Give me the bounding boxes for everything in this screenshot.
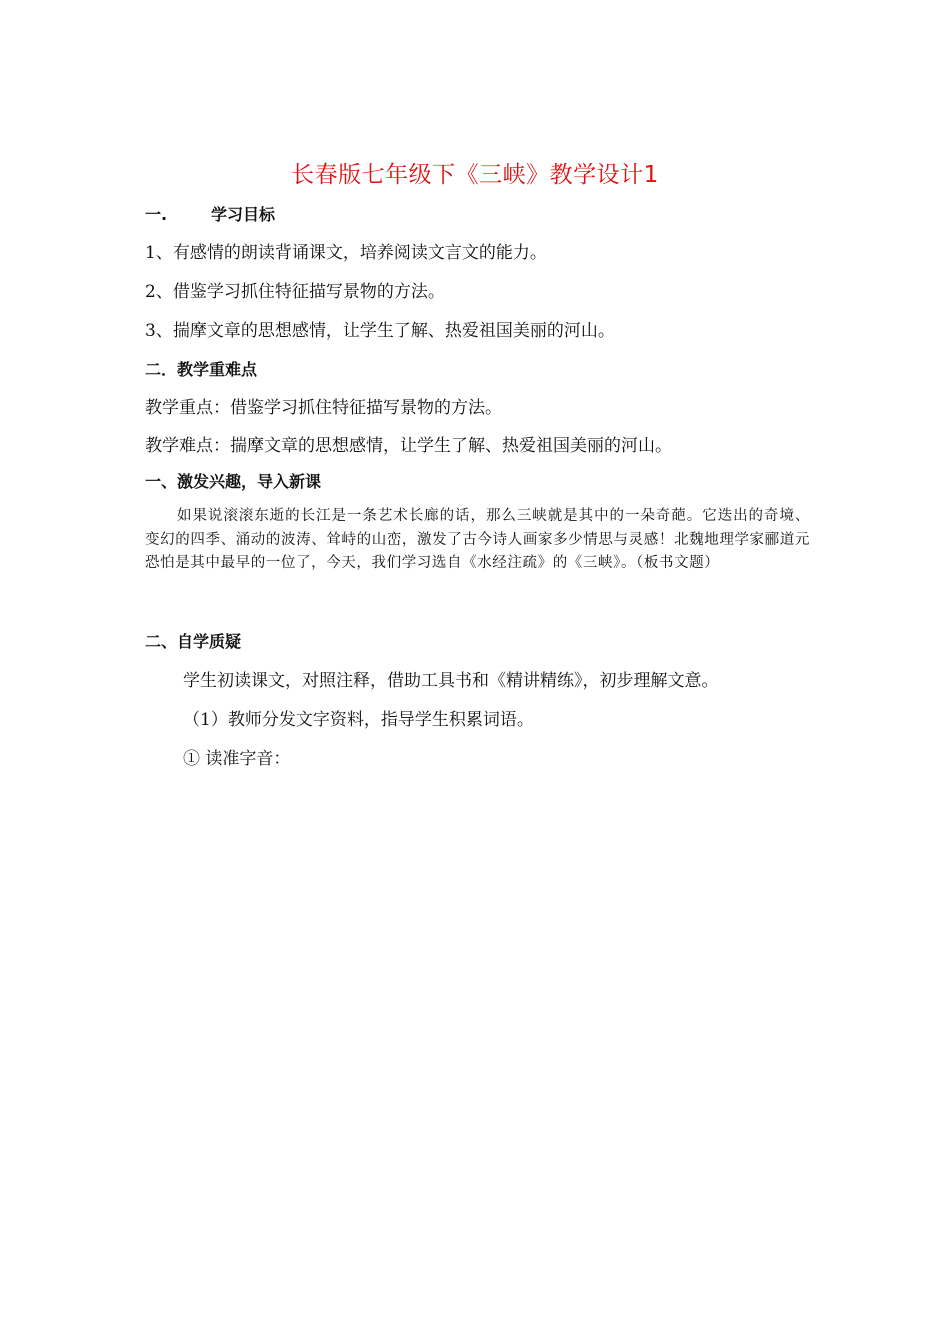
section-heading-key-difficult-points: 二．教学重难点 [145, 360, 258, 379]
teaching-difficulty: 教学难点：揣摩文章的思想感情，让学生了解、热爱祖国美丽的河山。 [145, 436, 672, 456]
introduction-paragraph: 如果说滚滚东逝的长江是一条艺术长廊的话，那么三峡就是其中的一朵奇葩。它迭出的奇境、变幻的四季、涌动的波涛、耸峙的山峦，激发了古今诗人画家多少情思与灵感！北魏地理学家郦道元恐怕是其中最早的一位了，今天，我们学习选自《水经注疏》的《三峡》。（板书文题） [145, 508, 810, 571]
section-label: 学习目标 [211, 205, 276, 224]
document-title: 长春版七年级下《三峡》教学设计1 [291, 162, 659, 188]
goal-item-2: 2、借鉴学习抓住特征描写景物的方法。 [145, 282, 445, 302]
self-study-line-3: ① 读准字音： [183, 749, 291, 769]
section-heading-introduction: 一、激发兴趣，导入新课 [145, 472, 322, 491]
goal-item-1: 1、有感情的朗读背诵课文，培养阅读文言文的能力。 [145, 243, 547, 263]
section-number: 一. [145, 205, 168, 224]
teaching-key-point: 教学重点：借鉴学习抓住特征描写景物的方法。 [145, 398, 502, 418]
self-study-line-1: 学生初读课文，对照注释，借助工具书和《精讲精练》，初步理解文意。 [183, 671, 719, 691]
section-heading-learning-goals [145, 202, 275, 225]
goal-item-3: 3、揣摩文章的思想感情，让学生了解、热爱祖国美丽的河山。 [145, 321, 615, 341]
self-study-line-2: （1）教师分发文字资料，指导学生积累词语。 [183, 710, 534, 730]
section-heading-self-study: 二、自学质疑 [145, 632, 242, 651]
